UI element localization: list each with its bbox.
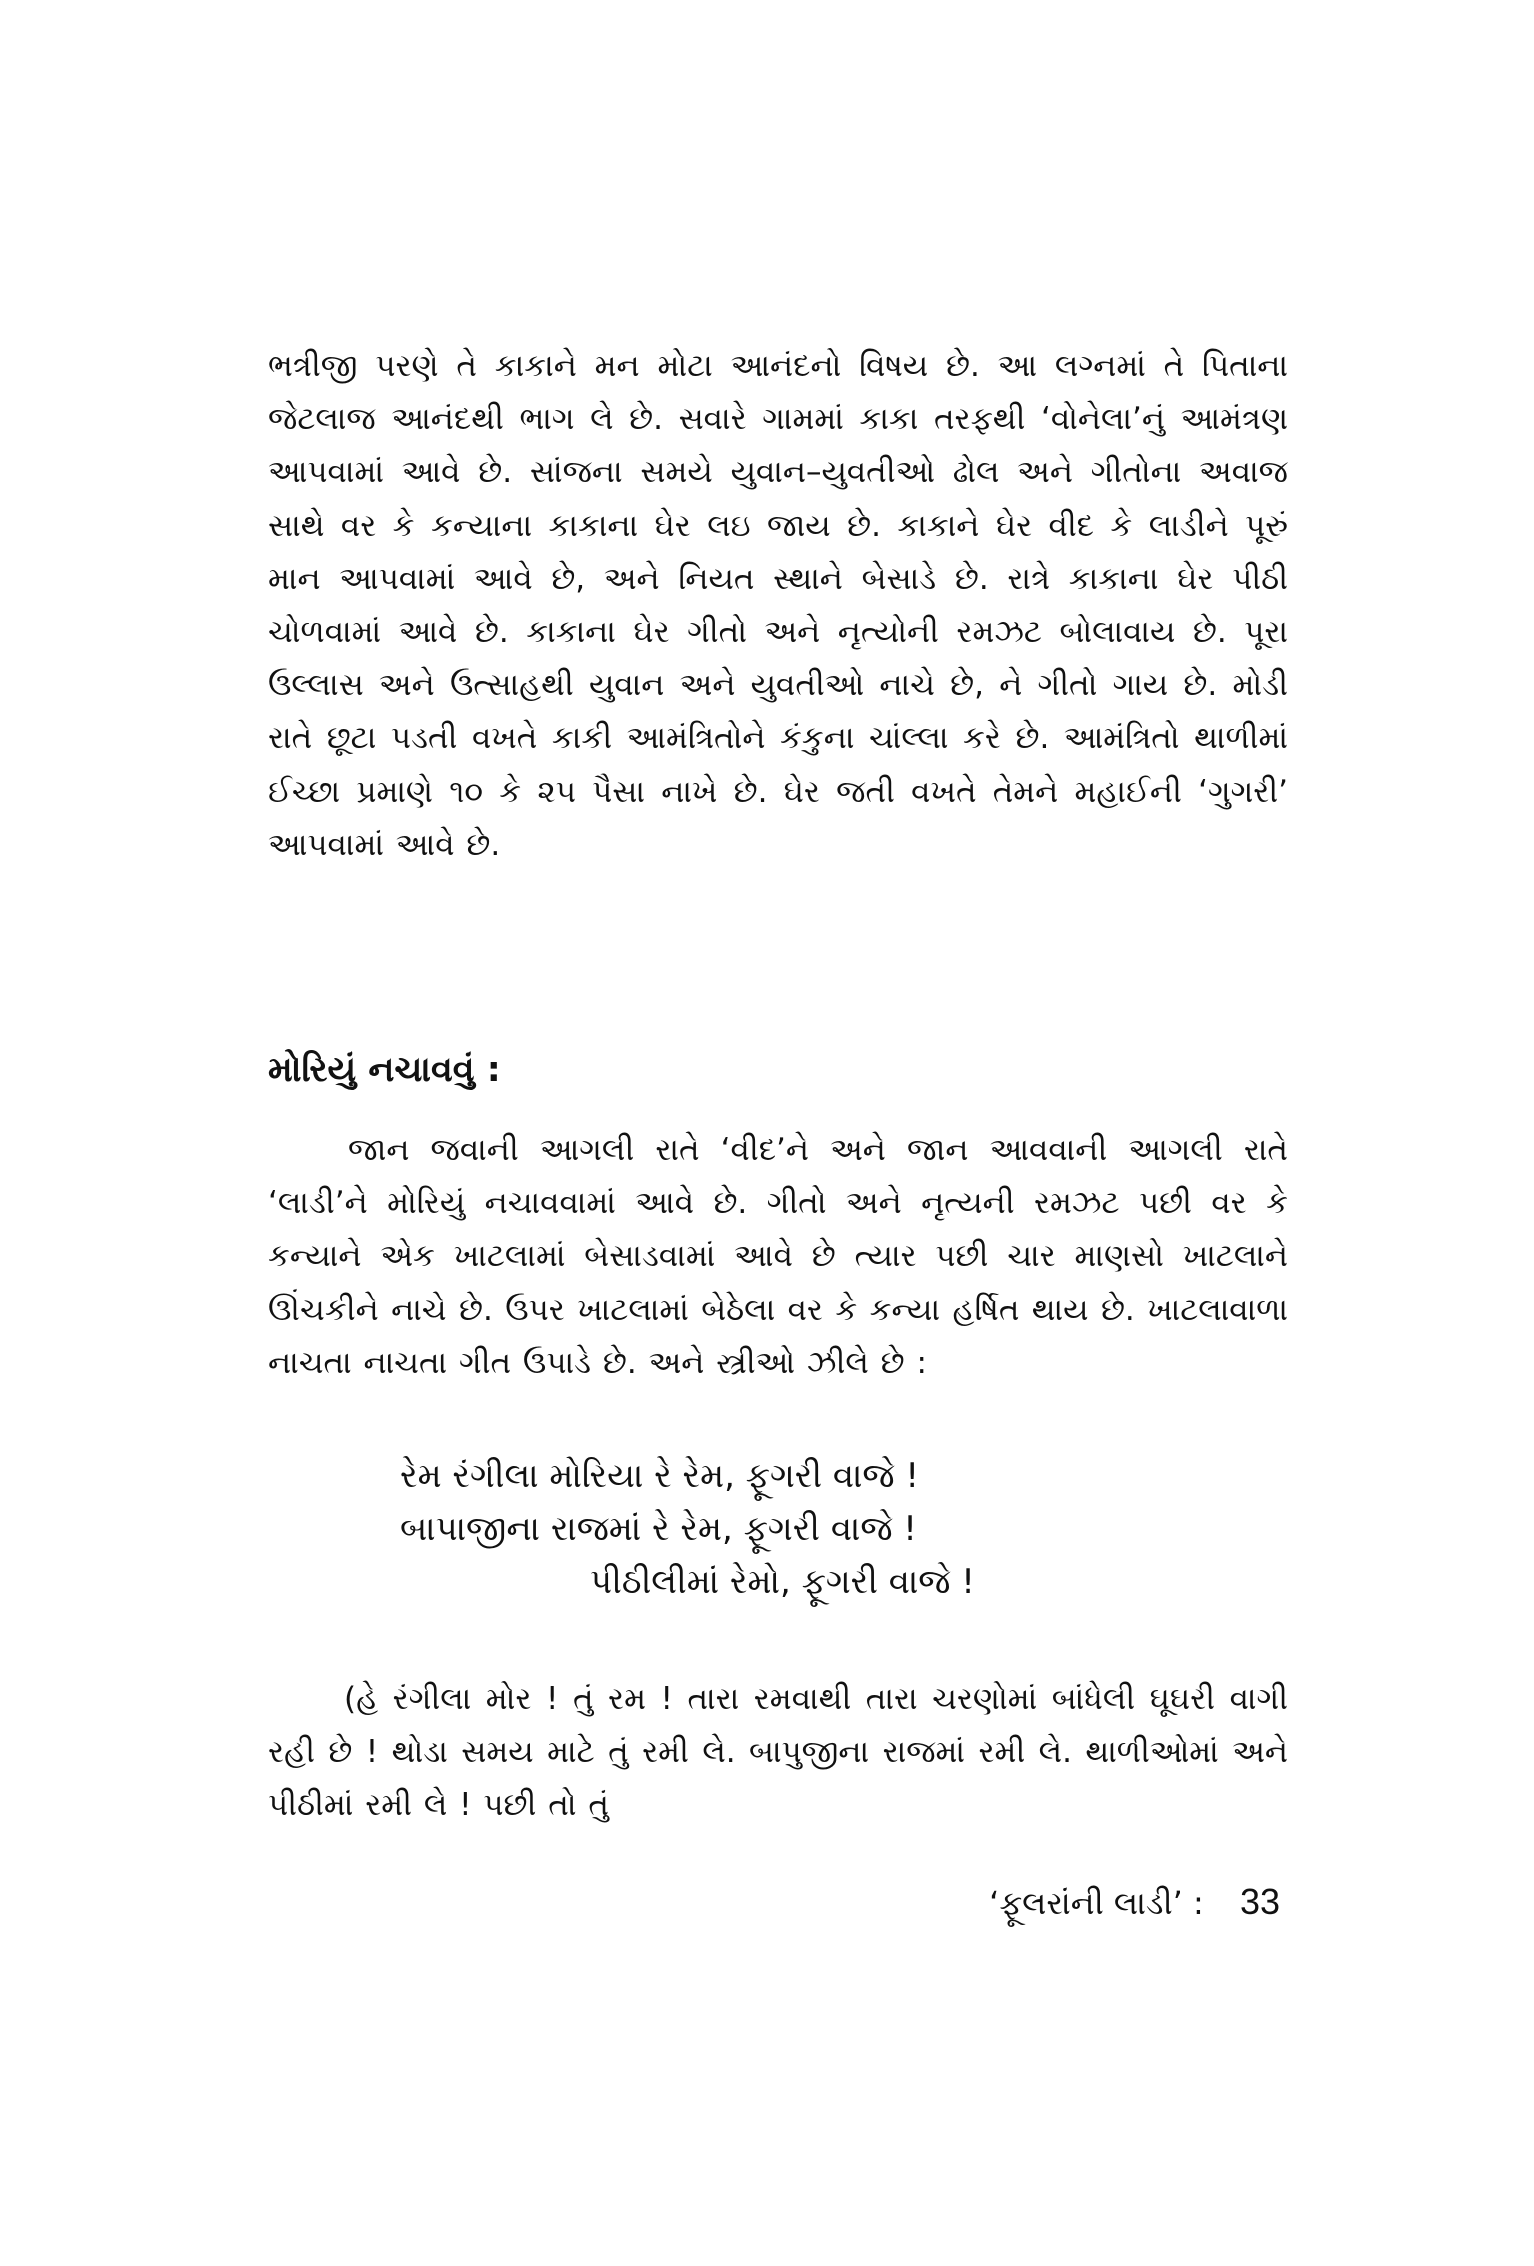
paragraph-text: ભત્રીજી પરણે તે કાકાને મન મોટા આનંદનો વિષય છે. આ લગ્નમાં તે પિતાના જેટલાજ આનંદથી ભાગ લે છે. સવારે ગામમાં કાકા તરફથી ‘વોનેલા’નું આમંત્રણ આપવામાં આવે છે. સાંજના સમયે યુવાન–યુવતીઓ ઢોલ અને ગીતોના અવાજ સાથે વર કે કન્યાના કાકાના ઘેર લઇ જાય છે. કાકાને ઘેર વીદ કે લાડીને પૂરું માન આપવામાં આવે છે, અને નિયત સ્થાને બેસાડે છે. રાત્રે કાકાના ઘેર પીઠી ચોળવામાં આવે છે. કાકાના ઘેર ગીતો અને નૃત્યોની રમઝટ બોલાવાય છે. પૂરા ઉલ્લાસ અને ઉત્સાહથી યુવાન અને યુવતીઓ નાચે છે, ને ગીતો ગાય છે. મોડી રાતે છૂટા પડતી વખતે કાકી આમંત્રિતોને કંકુના ચાંલ્લા કરે છે. આમંત્રિતો થાળીમાં ઈચ્છા પ્રમાણે ૧૦ કે ૨૫ પૈસા નાખે છે. ઘેર જતી વખતે તેમને મહાઈની ‘ગુગરી’ આપવામાં આવે છે. — [268, 348, 1288, 863]
folk-song-verse — [400, 1450, 1280, 1609]
paragraph-text: (હે રંગીલા મોર ! તું રમ ! તારા રમવાથી તારા ચરણોમાં બાંધેલી ઘૂઘરી વાગી રહી છે ! થોડા સમય માટે તું રમી લે. બાપુજીના રાજમાં રમી લે. થાળીઓમાં અને પીઠીમાં રમી લે ! પછી તો તું — [268, 1681, 1288, 1824]
paragraph-translation — [268, 1673, 1288, 1833]
page-footer — [989, 1877, 1280, 1928]
running-title: ‘ફૂલરાંની લાડી’ : — [989, 1884, 1204, 1922]
verse-line: રેમ રંગીલા મોરિયા રે રેમ, ફૂગરી વાજે ! — [400, 1456, 920, 1496]
verse-line: પીઠીલીમાં રેમો, ફૂગરી વાજે ! — [590, 1562, 975, 1602]
paragraph-wedding-uncle — [268, 340, 1288, 872]
paragraph-moriyu — [268, 1124, 1288, 1390]
page-number: 33 — [1239, 1881, 1280, 1922]
verse-line: બાપાજીના રાજમાં રે રેમ, ફૂગરી વાજે ! — [400, 1509, 917, 1549]
paragraph-text: જાન જવાની આગલી રાતે ‘વીદ’ને અને જાન આવવાની આગલી રાતે ‘લાડી’ને મોરિયું નચાવવામાં આવે છે. ગીતો અને નૃત્યની રમઝટ પછી વર કે કન્યાને એક ખાટલામાં બેસાડવામાં આવે છે ત્યાર પછી ચાર માણસો ખાટલાને ઊંચકીને નાચે છે. ઉપર ખાટલામાં બેઠેલા વર કે કન્યા હર્ષિત થાય છે. ખાટલાવાળા નાચતા નાચતા ગીત ઉપાડે છે. અને સ્ત્રીઓ ઝીલે છે : — [268, 1132, 1288, 1381]
section-heading: મોરિયું નચાવવું : — [268, 1050, 501, 1090]
